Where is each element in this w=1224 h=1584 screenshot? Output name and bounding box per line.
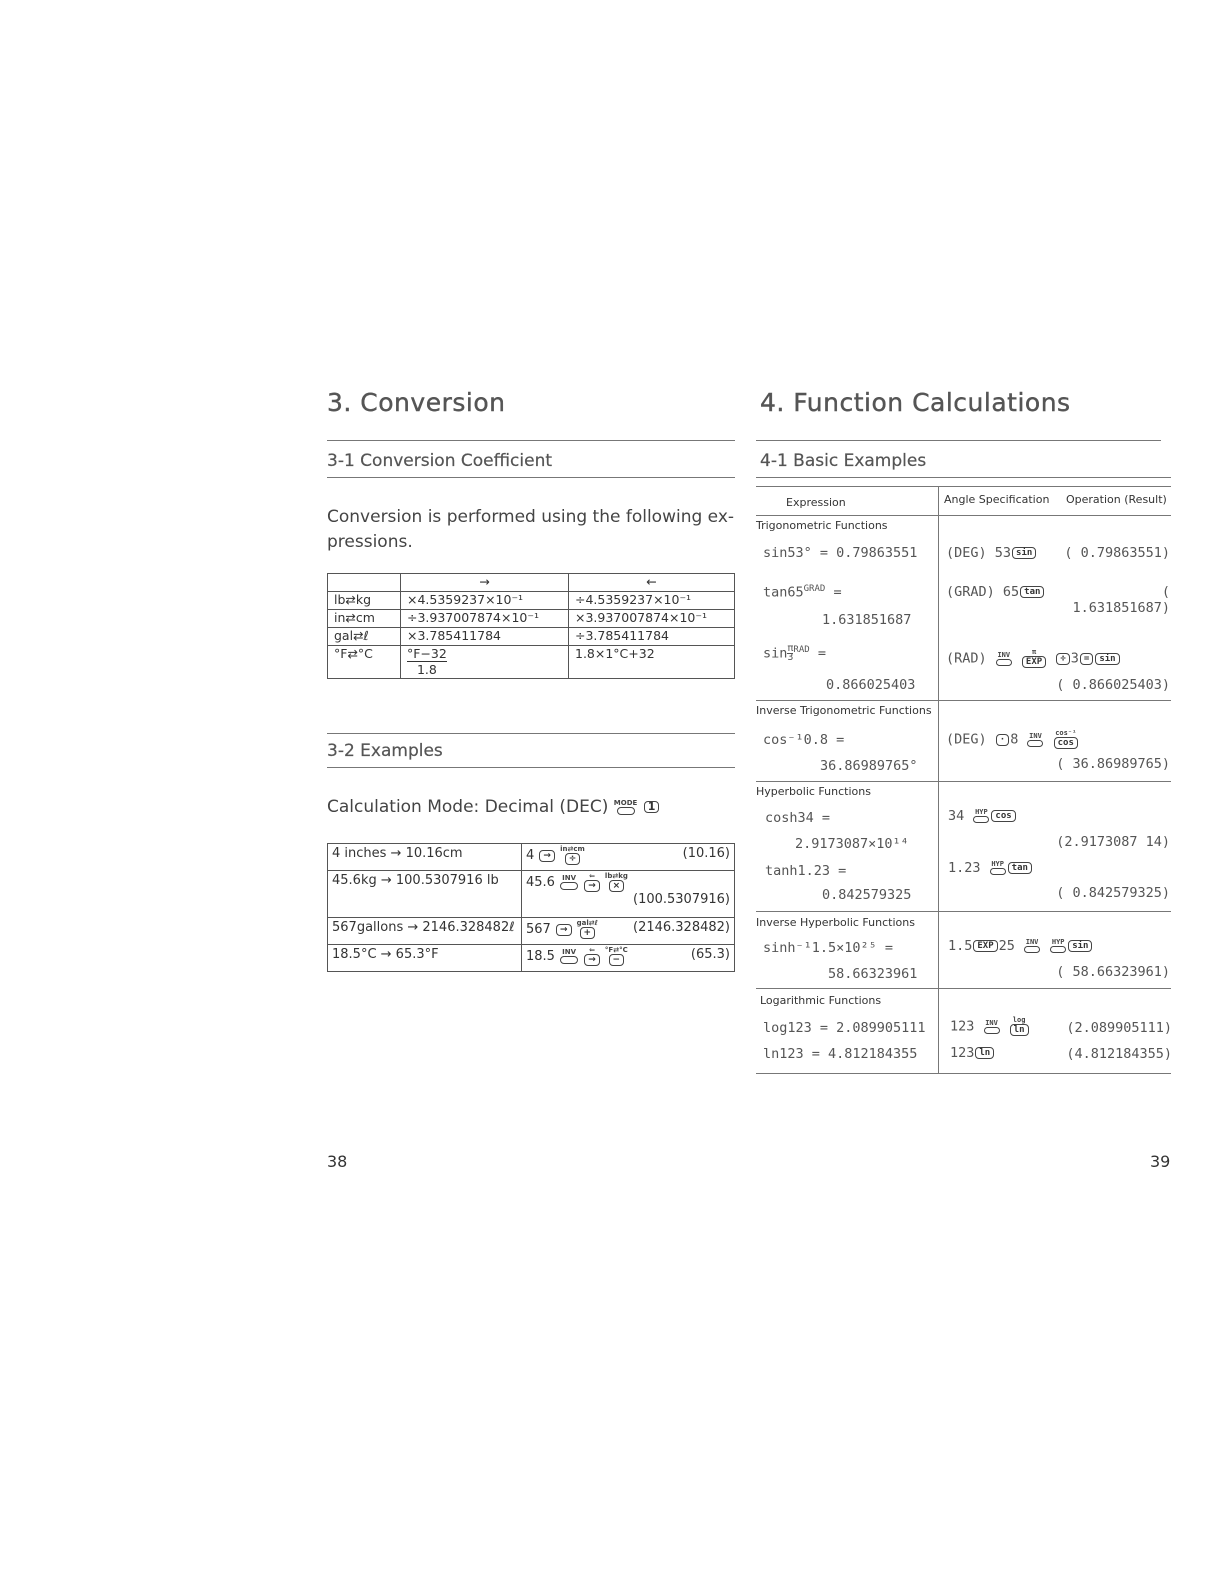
operation-number: 18.5: [526, 949, 555, 964]
conversion-coefficient-table: [327, 573, 735, 679]
inv-key-icon: [560, 956, 578, 964]
fraction-denominator: 1.8: [416, 662, 437, 677]
key-stack: [983, 1020, 1001, 1034]
table-row: [328, 871, 735, 918]
inv-key-icon: [1027, 740, 1043, 747]
divider: [756, 515, 1171, 516]
section-title-coefficient: 3-1 Conversion Coefficient: [327, 451, 553, 471]
expr-superscript: GRAD: [803, 584, 826, 594]
key-label: HYP: [975, 808, 988, 816]
op-tanh: [948, 860, 1033, 876]
key-label: π: [1031, 648, 1037, 656]
expr-acos: cos⁻¹0.8 =: [763, 732, 845, 748]
inv-key-icon: [984, 1027, 1000, 1034]
ln-key-icon: ln: [975, 1047, 994, 1059]
example-operation: [522, 918, 735, 945]
op-tan: [946, 584, 1045, 600]
result-acos: ( 36.86989765): [1056, 756, 1170, 772]
expr-asinh: sinh⁻¹1.5×10²⁵ =: [763, 940, 894, 956]
exp-key-icon: EXP: [1022, 656, 1046, 668]
forward-cell: ÷3.937007874×10⁻¹: [401, 610, 569, 628]
divider: [327, 440, 735, 441]
expr-log: log123 = 2.089905111: [763, 1020, 926, 1036]
mode-key-label: MODE: [613, 798, 638, 807]
forward-fraction-cell: [401, 646, 569, 679]
key-stack: [559, 949, 579, 964]
exp-key-icon: EXP: [973, 940, 997, 952]
op-text: 123: [950, 1045, 975, 1061]
divider: [327, 733, 735, 734]
arrow-key-icon: →: [584, 954, 600, 966]
expr-superscript: RAD: [793, 645, 810, 655]
key-label: in⇄cm: [560, 845, 585, 853]
expr-equals: =: [825, 584, 842, 601]
divide-key-icon: ÷: [565, 853, 581, 865]
op-digit: 25: [998, 938, 1015, 954]
unit-cell: lb⇄kg: [328, 592, 401, 610]
unit-cell: °F⇄°C: [328, 646, 401, 679]
key-label: INV: [562, 948, 577, 956]
calc-mode-text: Calculation Mode: Decimal (DEC): [327, 797, 609, 817]
divider: [327, 767, 735, 768]
intro-text: [327, 505, 747, 555]
hyp-key-icon: [973, 816, 989, 823]
op-text: 123: [950, 1018, 975, 1035]
op-text: 1.5: [948, 938, 973, 954]
example-operation: [522, 945, 735, 972]
key-stack: [989, 861, 1007, 875]
table-row: [328, 628, 735, 646]
page-number-right: 39: [1150, 1152, 1171, 1171]
header-forward-arrow: →: [401, 574, 569, 592]
chapter-title-conversion: 3. Conversion: [327, 388, 506, 417]
table-row: [328, 592, 735, 610]
inv-key-icon: [1024, 946, 1040, 953]
key-stack: [972, 809, 990, 823]
table-header-row: [328, 574, 735, 592]
expr-text: tan65: [763, 584, 804, 601]
example-description: 45.6kg → 100.5307916 lb: [328, 871, 522, 918]
result-tan: ( 1.631851687): [1072, 584, 1170, 616]
unit-cell: in⇄cm: [328, 610, 401, 628]
key-stack: [1009, 1017, 1030, 1036]
table-row: [328, 610, 735, 628]
key-stack: [559, 875, 579, 890]
key-label: log: [1012, 1016, 1026, 1024]
value-tanh: 0.842579325: [822, 887, 912, 903]
forward-cell: ×3.785411784: [401, 628, 569, 646]
sin-key-icon: sin: [1095, 653, 1119, 665]
ln-key-icon: ln: [1010, 1024, 1029, 1036]
hyp-key-icon: [1050, 946, 1066, 953]
operation-number: 45.6: [526, 875, 555, 890]
fraction-numerator: π: [787, 643, 794, 654]
key-label: INV: [562, 874, 577, 882]
value-sin-rad: 0.866025403: [826, 677, 916, 693]
op-text: 34: [948, 808, 965, 824]
result-sin: ( 0.79863551): [1064, 545, 1170, 561]
operation-number: 4: [526, 848, 535, 863]
key-label: INV: [985, 1018, 998, 1027]
cos-key-icon: cos: [991, 810, 1015, 822]
op-text: 1.23: [948, 860, 981, 876]
divider: [756, 988, 1171, 989]
key-stack: [583, 947, 601, 966]
key-stack: [605, 873, 628, 892]
result-log: (2.089905111): [1066, 1020, 1172, 1036]
divider: [756, 911, 1171, 912]
key-label: INV: [1029, 731, 1042, 740]
decimal-key-icon: ·: [996, 734, 1009, 746]
expr-cosh: cosh34 =: [765, 810, 831, 826]
back-cell: ×3.937007874×10⁻¹: [569, 610, 735, 628]
minus-key-icon: −: [609, 954, 625, 966]
example-result: (65.3): [690, 947, 730, 962]
key-label: ⇐: [589, 872, 595, 880]
result-asinh: ( 58.66323961): [1056, 964, 1170, 980]
example-description: 18.5°C → 65.3°F: [328, 945, 522, 972]
op-text: (DEG) 53: [946, 545, 1012, 561]
op-acos: [946, 730, 1079, 749]
key-label: ⇐: [589, 946, 595, 954]
example-result: (2146.328482): [633, 920, 730, 935]
key-stack: [1023, 939, 1041, 953]
column-divider: [938, 486, 939, 1074]
divider: [756, 440, 1161, 441]
sin-key-icon: sin: [1068, 940, 1092, 952]
example-result: (10.16): [682, 846, 730, 861]
op-cosh: [948, 808, 1017, 824]
mode-key-group: [614, 800, 638, 815]
result-ln: (4.812184355): [1066, 1046, 1172, 1062]
cos-key-icon: cos: [1054, 737, 1078, 749]
column-header-angle: Angle Specification: [944, 493, 1050, 506]
inv-key-icon: [996, 659, 1012, 666]
arrow-key-icon: →: [539, 850, 555, 862]
op-text: (RAD): [946, 650, 987, 667]
example-operation: [522, 844, 735, 871]
value-asinh: 58.66323961: [828, 966, 918, 982]
key-stack: [1049, 939, 1067, 953]
expr-tan: [763, 584, 842, 601]
group-label-log: Logarithmic Functions: [760, 994, 882, 1007]
fraction-denominator: 3: [787, 652, 794, 663]
arrow-key-icon: →: [556, 924, 572, 936]
unit-cell: gal⇄ℓ: [328, 628, 401, 646]
back-cell: ÷4.5359237×10⁻¹: [569, 592, 735, 610]
conversion-examples-table: [327, 843, 735, 972]
header-cell-blank: [328, 574, 401, 592]
key-label: HYP: [991, 860, 1004, 868]
value-acos: 36.86989765°: [820, 758, 918, 774]
expr-text: sin: [763, 645, 788, 662]
value-tan: 1.631851687: [822, 612, 912, 628]
expr-sin: sin53° = 0.79863551: [763, 545, 918, 561]
group-label-trig: Trigonometric Functions: [756, 519, 888, 532]
example-description: 567gallons → 2146.328482ℓ: [328, 918, 522, 945]
divider: [756, 486, 1171, 487]
divider: [756, 477, 1171, 478]
key-stack: [583, 873, 601, 892]
divider: [756, 1073, 1171, 1074]
fraction-numerator: °F−32: [407, 646, 447, 661]
group-label-inv-hyp: Inverse Hyperbolic Functions: [756, 916, 915, 929]
key-1-icon: 1: [644, 801, 660, 813]
column-header-expression: Expression: [786, 496, 846, 509]
table-row: [328, 945, 735, 972]
tan-key-icon: tan: [1008, 862, 1032, 874]
example-operation: [522, 871, 735, 918]
key-label: cos⁻¹: [1055, 729, 1077, 737]
table-row: [328, 918, 735, 945]
intro-line-2: pressions.: [327, 532, 413, 552]
key-stack: [605, 947, 628, 966]
section-title-examples: 3-2 Examples: [327, 741, 443, 761]
column-header-operation: Operation (Result): [1066, 493, 1167, 506]
arrow-key-icon: →: [584, 880, 600, 892]
back-cell: ÷3.785411784: [569, 628, 735, 646]
hyp-key-icon: [990, 868, 1006, 875]
op-asinh: [948, 938, 1093, 954]
sin-key-icon: sin: [1012, 547, 1036, 559]
op-ln: [950, 1045, 995, 1061]
key-stack: [995, 652, 1013, 666]
key-stack: [1021, 649, 1047, 668]
divider: [756, 781, 1171, 782]
op-text: (DEG): [946, 731, 987, 748]
result-sin-rad: ( 0.866025403): [1056, 677, 1170, 693]
calc-mode-line: [327, 795, 660, 820]
result-cosh: (2.9173087 14): [1056, 834, 1170, 850]
key-label: lb⇄kg: [604, 872, 628, 880]
key-stack: [560, 846, 585, 865]
table-row: [328, 844, 735, 871]
tan-key-icon: tan: [1020, 586, 1044, 598]
divide-key-icon: ÷: [1056, 653, 1069, 665]
divider: [756, 700, 1171, 701]
key-label: HYP: [1051, 938, 1065, 946]
group-label-hyp: Hyperbolic Functions: [756, 785, 871, 798]
chapter-title-functions: 4. Function Calculations: [760, 388, 1071, 417]
example-result: (100.5307916): [633, 892, 730, 907]
expr-tanh: tanh1.23 =: [765, 863, 847, 879]
inv-key-icon: [560, 882, 578, 890]
op-sin: [946, 545, 1037, 561]
key-stack: [577, 920, 598, 939]
key-label: INV: [997, 650, 1011, 659]
group-label-inv-trig: Inverse Trigonometric Functions: [756, 704, 932, 717]
back-cell: 1.8×1°C+32: [569, 646, 735, 679]
intro-line-1: Conversion is performed using the following ex-: [327, 507, 735, 527]
expr-equals: =: [817, 645, 826, 662]
divider: [327, 477, 735, 478]
example-description: 4 inches → 10.16cm: [328, 844, 522, 871]
value-cosh: 2.9173087×10¹⁴: [795, 836, 909, 852]
multiply-key-icon: ×: [609, 880, 625, 892]
op-digit: 3: [1070, 650, 1079, 667]
operation-number: 567: [526, 922, 551, 937]
op-sin-rad: [946, 649, 1121, 668]
equals-key-icon: =: [1080, 653, 1093, 665]
page-number-left: 38: [327, 1152, 348, 1171]
op-text: (GRAD) 65: [946, 584, 1020, 600]
result-tanh: ( 0.842579325): [1056, 885, 1170, 901]
key-label: gal⇄ℓ: [576, 919, 598, 927]
plus-key-icon: +: [580, 927, 596, 939]
blank-key-icon: [617, 807, 635, 815]
key-stack: [1053, 730, 1079, 749]
section-title-basic-examples: 4-1 Basic Examples: [760, 451, 927, 471]
key-label: °F⇄°C: [604, 946, 628, 954]
op-log: [950, 1017, 1030, 1036]
header-back-arrow: ←: [569, 574, 735, 592]
expr-ln: ln123 = 4.812184355: [763, 1046, 918, 1062]
key-label: INV: [1025, 938, 1039, 946]
expr-sin-rad: [763, 645, 826, 662]
table-row: [328, 646, 735, 679]
forward-cell: ×4.5359237×10⁻¹: [401, 592, 569, 610]
key-stack: [1026, 733, 1044, 747]
op-digit: 8: [1010, 731, 1019, 748]
